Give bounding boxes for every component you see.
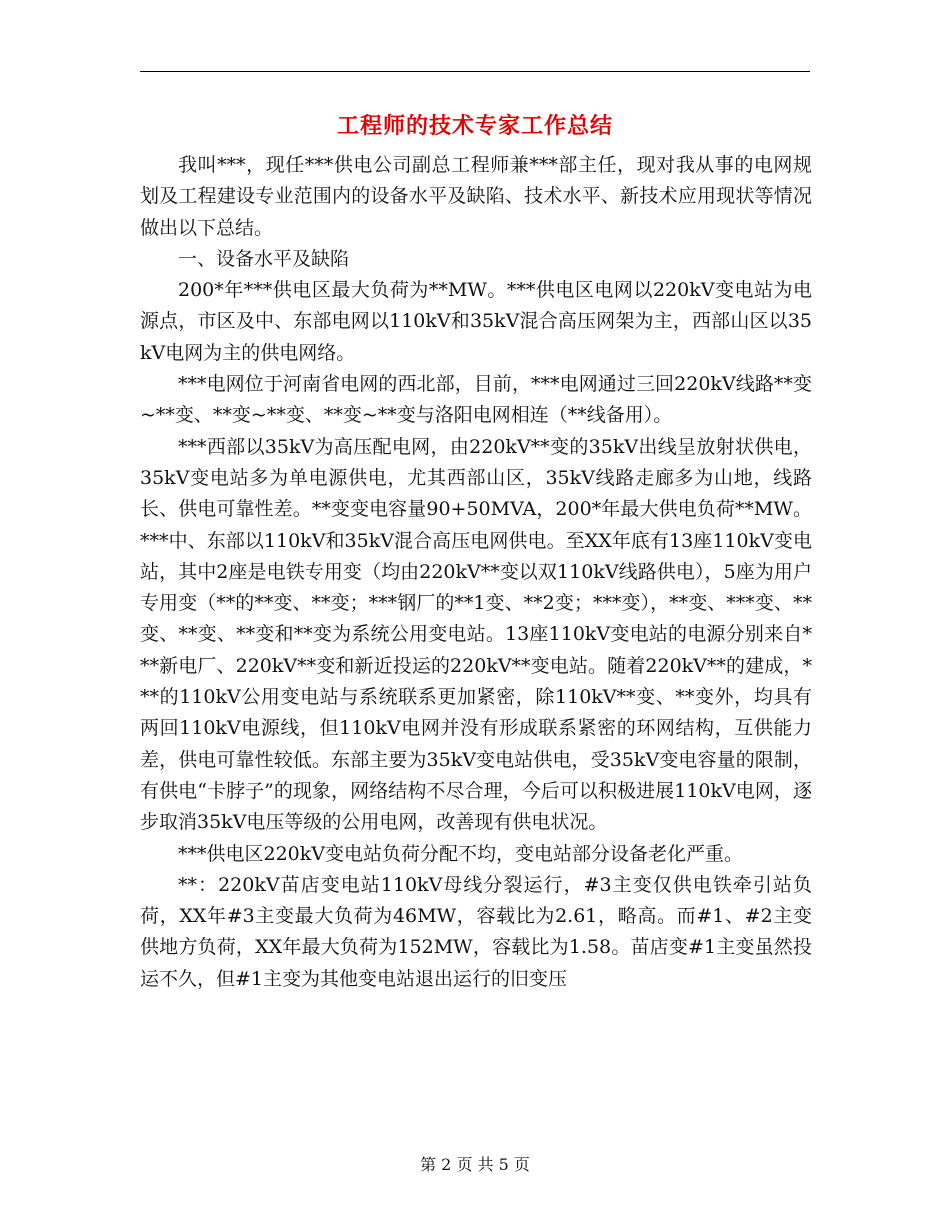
document-body <box>140 150 812 995</box>
paragraph-load-distribution: ***供电区220kV变电站负荷分配不均，变电站部分设备老化严重。 <box>178 842 744 865</box>
section-heading: 一、设备水平及缺陷 <box>178 247 350 270</box>
paragraph-load-overview: 200*年***供电区最大负荷为**MW。***供电区电网以220kV变电站为电源点，市区及中、东部电网以110kV和35kV混合高压网架为主，西部山区以35kV电网为主的供电网络。 <box>140 279 812 364</box>
document-title: 工程师的技术专家工作总结 <box>336 113 613 139</box>
page-number: 第 2 页 共 5 页 <box>420 1155 530 1174</box>
paragraph-miaodian-substation: **：220kV苗店变电站110kV母线分裂运行，#3主变仅供电铁牵引站负荷，XX年#3主变最大负荷为46MW，容载比为2.61，略高。而#1、#2主变供地方负荷，XX年最大负荷为152MW，容载比为1.58。苗店变#1主变虽然投运不久，但#1主变为其他变电站退出运行的旧变压 <box>140 873 812 990</box>
paragraph-grid-location: ***电网位于河南省电网的西北部，目前，***电网通过三回220kV线路**变~**变、**变~**变、**变~**变与洛阳电网相连（**线备用）。 <box>140 373 812 427</box>
paragraph-grid-structure: ***西部以35kV为高压配电网，由220kV**变的35kV出线呈放射状供电，35kV变电站多为单电源供电，尤其西部山区，35kV线路走廊多为山地，线路长、供电可靠性差。**变变电容量90+50MVA，200*年最大供电负荷**MW。***中、东部以110kV和35kV混合高压电网供电。至XX年底有13座110kV变电站，其中2座是电铁专用变（均由220kV**变以双110kV线路供电），5座为用户专用变（**的**变、**变；***钢厂的**1变、**2变；***变），**变、***变、**变、**变、**变和**变为系统公用变电站。13座110kV变电站的电源分别来自***新电厂、220kV**变和新近投运的220kV**变电站。随着220kV**的建成，***的110kV公用变电站与系统联系更加紧密，除110kV**变、**变外，均具有两回110kV电源线，但110kV电网并没有形成联系紧密的环网结构，互供能力差，供电可靠性较低。东部主要为35kV变电站供电，受35kV变电容量的限制，有供电“卡脖子”的现象，网络结构不尽合理，今后可以积极进展110kV电网，逐步取消35kV电压等级的公用电网，改善现有供电状况。 <box>140 435 812 834</box>
header-rule <box>140 71 810 72</box>
paragraph-intro: 我叫***，现任***供电公司副总工程师兼***部主任，现对我从事的电网规划及工程建设专业范围内的设备水平及缺陷、技术水平、新技术应用现状等情况做出以下总结。 <box>140 154 812 239</box>
